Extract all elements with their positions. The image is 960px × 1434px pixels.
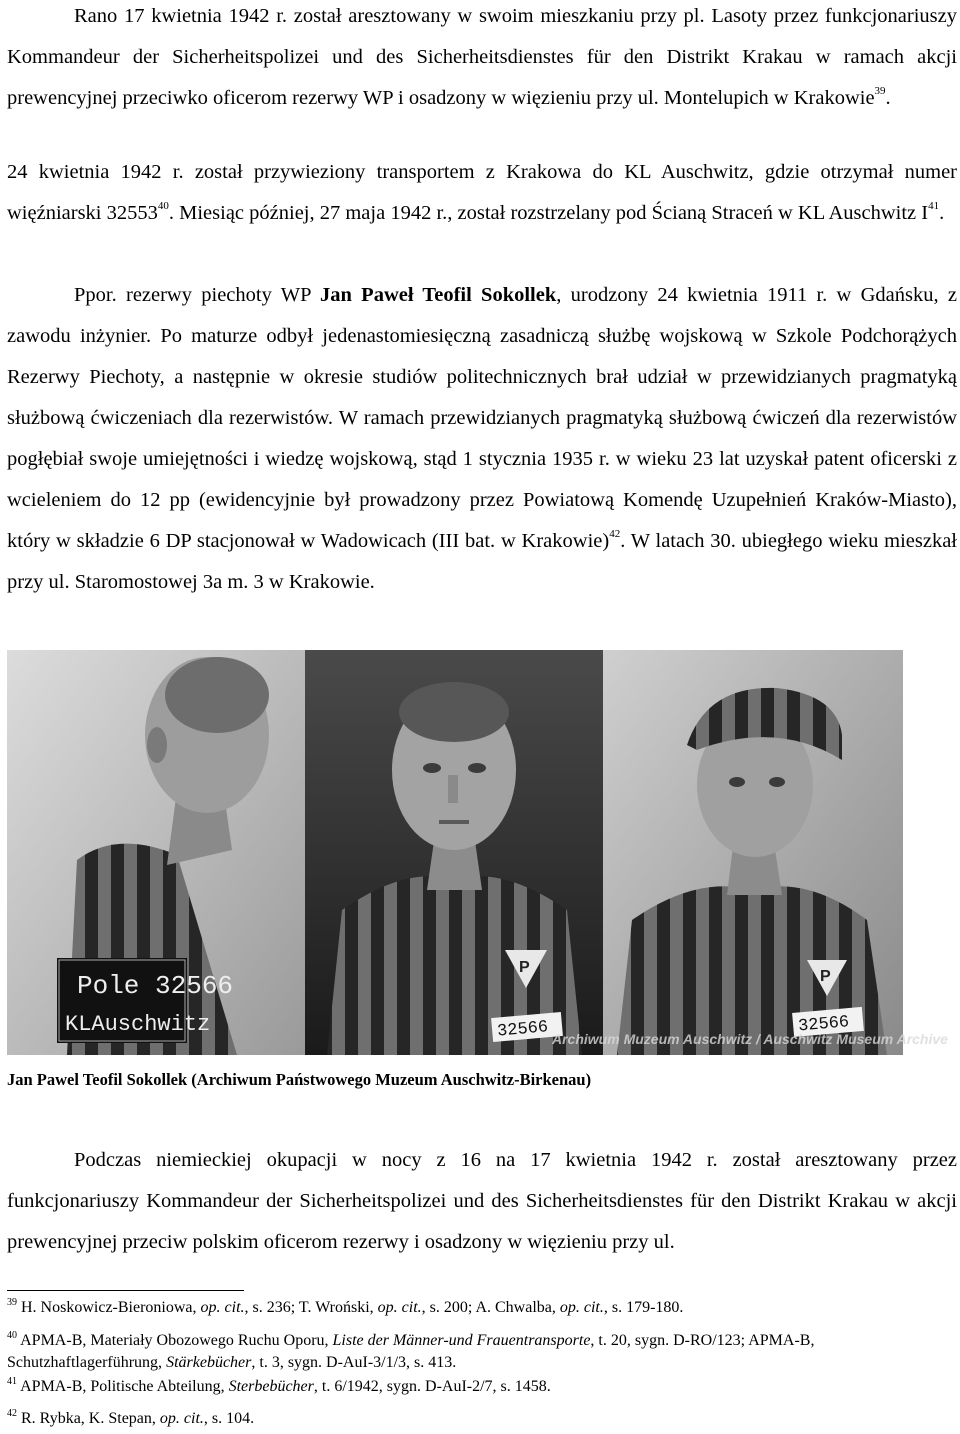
prisoner-photo [7, 650, 948, 1055]
paragraph-occupation: Podczas niemieckiej okupacji w nocy z 16 na 17 kwietnia 1942 r. został aresztowany przez funkcjonariuszy Kommandeur der Sicherheitspolizei und des Sicherheitsdienstes für den Distrikt Krakau w akcji prewencyjnej przeciw polskim oficerom rezerwy i osadzony w więzieniu przy ul. [7, 1149, 957, 1253]
paragraph-biography-text-a: Ppor. rezerwy piechoty WP [74, 284, 320, 306]
person-name: Jan Paweł Teofil Sokollek [320, 284, 557, 306]
paragraph-biography-text-b: , urodzony 24 kwietnia 1911 r. w Gdańsku, z zawodu inżynier. Po maturze odbył jedenastomiesięczną zasadniczą służbę wojskową w Szkole Podchorążych Rezerwy Piechoty, a następnie w okresie studiów politechnicznych brał udział w przewidzianych pragmatyką służbową ćwiczeniach dla rezerwistów. W ramach przewidzianych pragmatyką służbową ćwiczeń dla rezerwistów pogłębiał swoje umiejętności i wiedzę wojskową, stąd 1 stycznia 1935 r. w wieku 23 lat uzyskał patent oficerski z wcieleniem do 12 pp (ewidencyjnie był prowadzony przez Powiatową Komendę Uzupełnień Kraków-Miasto), który w składzie 6 DP stacjonował w Wadowicach (III bat. w Krakowie) [7, 284, 957, 552]
footnote-40: $^{40}$ APMA-B, Materiały Obozowego Ruchu Oporu, Liste der Männer-und Frauentransporte, t. 20, sygn. D-RO/123; APMA-B, Schutzhaftlagerführung, Stärkebücher, t. 3, sygn. D-AuI-3/1/3, s. 413. [7, 1329, 815, 1371]
placard-line-2: KLAuschwitz [65, 1012, 211, 1037]
paragraph-transport-tail: . [939, 202, 945, 224]
footnote-separator [7, 1290, 244, 1291]
badge-letter-front: P [519, 959, 530, 976]
footnote-ref-41[interactable]: 41 [928, 200, 940, 213]
archive-watermark: Archiwum Muzeum Auschwitz / Auschwitz Museum Archive [552, 1031, 948, 1047]
svg-text:32566: 32566 [797, 1013, 850, 1037]
footnote-42: $^{42}$ R. Rybka, K. Stepan, op. cit., s. 104. [7, 1407, 255, 1427]
paragraph-arrest-tail: . [885, 87, 891, 109]
paragraph-transport-text-a: 24 kwietnia 1942 r. został przywieziony transportem z Krakowa do KL Auschwitz, gdzie otrzymał numer więźniarski 32553 [7, 161, 957, 224]
paragraph-arrest-text: Rano 17 kwietnia 1942 r. został aresztowany w swoim mieszkaniu przy pl. Lasoty przez funkcjonariuszy Kommandeur der Sicherheitspolizei und des Sicherheitsdienstes für den Distrikt Krakau w ramach akcji prewencyjnej przeciwko oficerom rezerwy WP i osadzony w więzieniu przy ul. Montelupich w Krakowie [7, 5, 957, 109]
footnote-41: $^{41}$ APMA-B, Politische Abteilung, Sterbebücher, t. 6/1942, sygn. D-AuI-2/7, s. 1458. [7, 1375, 551, 1395]
footnote-ref-40[interactable]: 40 [157, 200, 169, 213]
paragraph-transport [7, 152, 957, 234]
photo-caption: Jan Pawel Teofil Sokollek (Archiwum Państwowego Muzeum Auschwitz-Birkenau) [7, 1070, 592, 1089]
svg-text:P: P [820, 968, 831, 985]
placard-line-1: Pole 32566 [77, 971, 234, 1001]
paragraph-biography-text-c: . W latach 30. ubiegłego wieku mieszkał przy ul. Staromostowej 3a m. 3 w Krakowie. [7, 530, 957, 593]
footnote-ref-42[interactable]: 42 [609, 528, 621, 541]
footnote-ref-39[interactable]: 39 [874, 85, 886, 98]
paragraph-arrest [7, 0, 957, 119]
paragraph-transport-text-b: . Miesiąc później, 27 maja 1942 r., został rozstrzelany pod Ścianą Straceń w KL Auschwitz I [168, 202, 929, 224]
paragraph-biography [7, 275, 957, 603]
footnote-39: $^{39}$ H. Noskowicz-Bieroniowa, op. cit., s. 236; T. Wroński, op. cit., s. 200; A. Chwalba, op. cit., s. 179-180. [7, 1296, 684, 1316]
svg-text:32566: 32566 [496, 1018, 549, 1042]
